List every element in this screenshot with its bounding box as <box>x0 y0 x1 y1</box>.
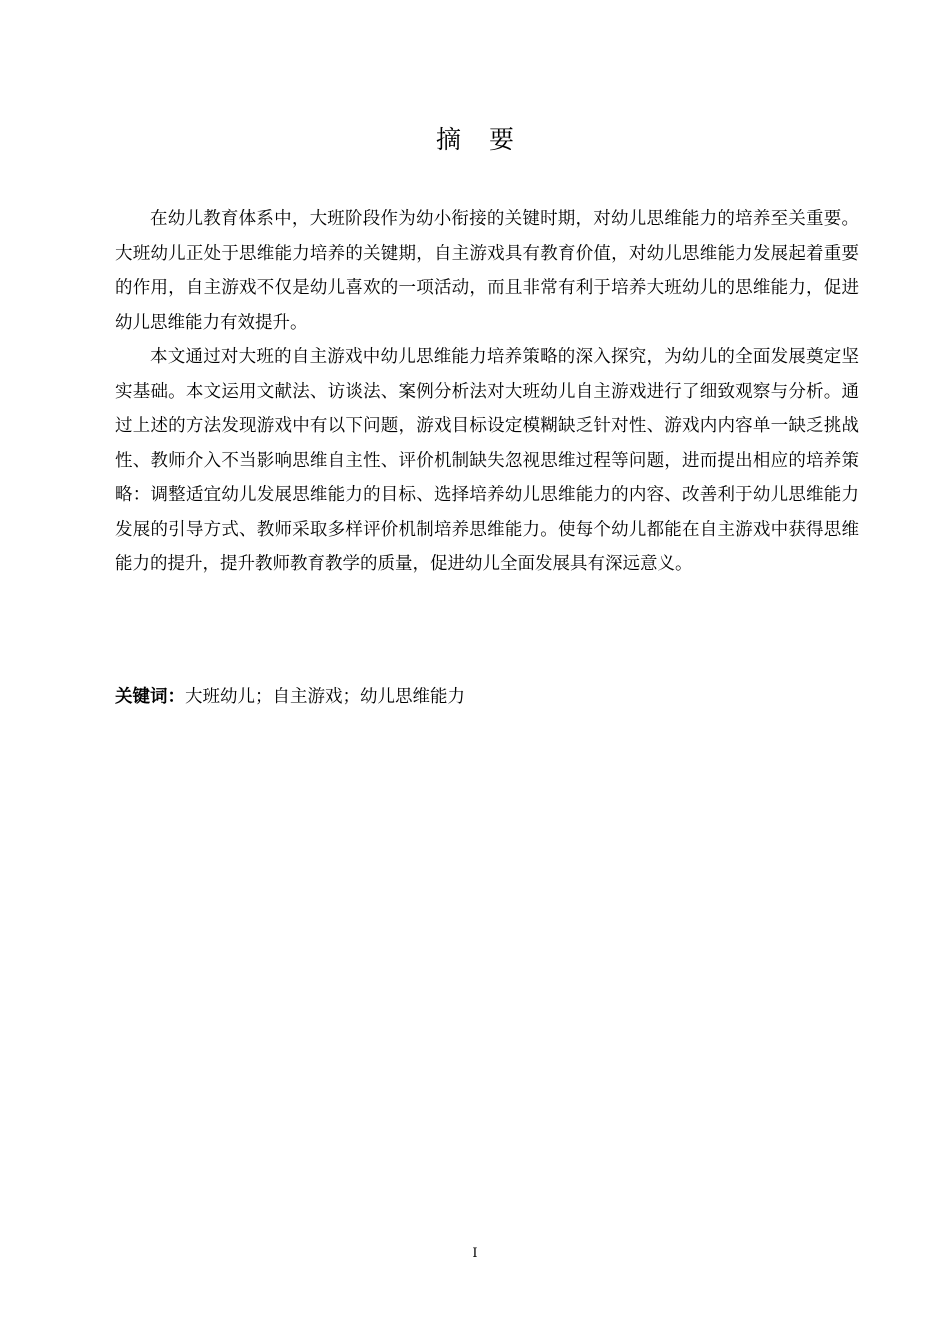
abstract-body <box>115 202 859 582</box>
abstract-paragraph-2: 本文通过对大班的自主游戏中幼儿思维能力培养策略的深入探究，为幼儿的全面发展奠定坚实基础。本文运用文献法、访谈法、案例分析法对大班幼儿自主游戏进行了细致观察与分析。通过上述的方法发现游戏中有以下问题，游戏目标设定模糊缺乏针对性、游戏内内容单一缺乏挑战性、教师介入不当影响思维自主性、评价机制缺失忽视思维过程等问题，进而提出相应的培养策略：调整适宜幼儿发展思维能力的目标、选择培养幼儿思维能力的内容、改善利于幼儿思维能力发展的引导方式、教师采取多样评价机制培养思维能力。使每个幼儿都能在自主游戏中获得思维能力的提升，提升教师教育教学的质量，促进幼儿全面发展具有深远意义。 <box>115 347 859 574</box>
abstract-title-char-2: 要 <box>489 125 515 154</box>
abstract-title <box>0 122 950 158</box>
page-number: I <box>472 1246 478 1261</box>
keywords-text: 大班幼儿；自主游戏；幼儿思维能力 <box>185 687 465 707</box>
keywords-line <box>115 683 465 711</box>
keywords-label: 关键词： <box>115 687 185 707</box>
abstract-paragraph-1: 在幼儿教育体系中，大班阶段作为幼小衔接的关键时期，对幼儿思维能力的培养至关重要。大班幼儿正处于思维能力培养的关键期，自主游戏具有教育价值，对幼儿思维能力发展起着重要的作用，自主游戏不仅是幼儿喜欢的一项活动，而且非常有利于培养大班幼儿的思维能力，促进幼儿思维能力有效提升。 <box>115 209 859 333</box>
abstract-title-char-1: 摘 <box>435 125 461 154</box>
